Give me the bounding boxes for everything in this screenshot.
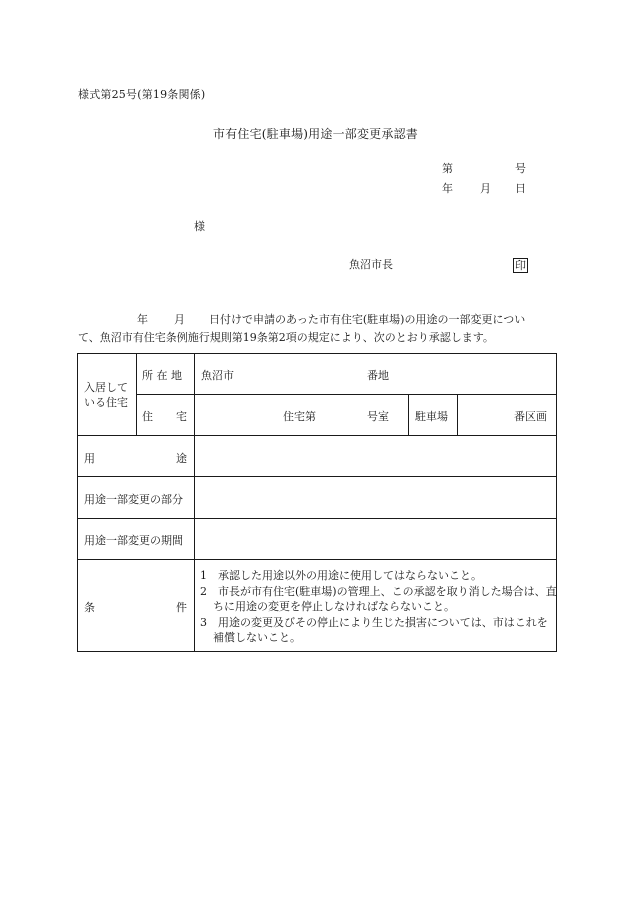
parking-suffix: 番区画 <box>514 410 547 423</box>
residence-label-line2: いる住宅 <box>84 396 128 409</box>
location-suffix: 番地 <box>367 369 389 382</box>
col-divider <box>136 353 137 435</box>
issuer-name: 魚沼市長 <box>349 258 393 271</box>
conditions-label-char1: 条 <box>84 601 95 614</box>
addressee-suffix: 様 <box>194 220 205 233</box>
date-year: 年 <box>442 182 453 195</box>
col-divider <box>408 394 409 435</box>
col-divider <box>457 394 458 435</box>
house-number-suffix: 号室 <box>367 410 389 423</box>
residence-label-line1: 入居して <box>84 381 128 394</box>
seal-label: 印 <box>515 259 526 272</box>
body-line2: て、魚沼市有住宅条例施行規則第19条第2項の規定により、次のとおり承認します。 <box>78 331 494 344</box>
row-divider <box>136 394 557 395</box>
change-part-label: 用途一部変更の部分 <box>84 493 183 506</box>
body-year: 年 <box>137 313 148 326</box>
condition-item: 3 用途の変更及びその停止により生じた損害については、市はこれを補償しないこと。 <box>200 615 548 644</box>
use-label-char2: 途 <box>176 452 187 465</box>
row-divider <box>77 476 557 477</box>
house-label-char1: 住 <box>142 410 153 423</box>
location-label: 所 在 地 <box>142 369 182 382</box>
body-month: 月 <box>174 313 185 326</box>
row-divider <box>77 435 557 436</box>
location-city: 魚沼市 <box>201 369 234 382</box>
document-title: 市有住宅(駐車場)用途一部変更承認書 <box>213 127 418 141</box>
condition-item: 2 市長が市有住宅(駐車場)の管理上、この承認を取り消した場合は、直ちに用途の変更を停止しなければならないこと。 <box>200 584 557 613</box>
seal-mark <box>513 254 528 273</box>
number-suffix: 号 <box>515 162 526 175</box>
conditions-list <box>200 568 558 646</box>
condition-item: 1 承認した用途以外の用途に使用してはならないこと。 <box>200 569 482 582</box>
row-divider <box>77 559 557 560</box>
form-number: 様式第25号(第19条関係) <box>78 88 206 101</box>
number-prefix: 第 <box>442 162 453 175</box>
house-number-prefix: 住宅第 <box>283 410 316 423</box>
date-day: 日 <box>515 182 526 195</box>
change-period-label: 用途一部変更の期間 <box>84 534 183 547</box>
col-divider <box>194 353 195 652</box>
conditions-label-char2: 件 <box>176 601 187 614</box>
body-line1-rest: 日付けで申請のあった市有住宅(駐車場)の用途の一部変更につい <box>209 313 526 326</box>
parking-label: 駐車場 <box>415 410 448 423</box>
use-label-char1: 用 <box>84 452 95 465</box>
row-divider <box>77 518 557 519</box>
house-label-char2: 宅 <box>176 410 187 423</box>
date-month: 月 <box>480 182 491 195</box>
